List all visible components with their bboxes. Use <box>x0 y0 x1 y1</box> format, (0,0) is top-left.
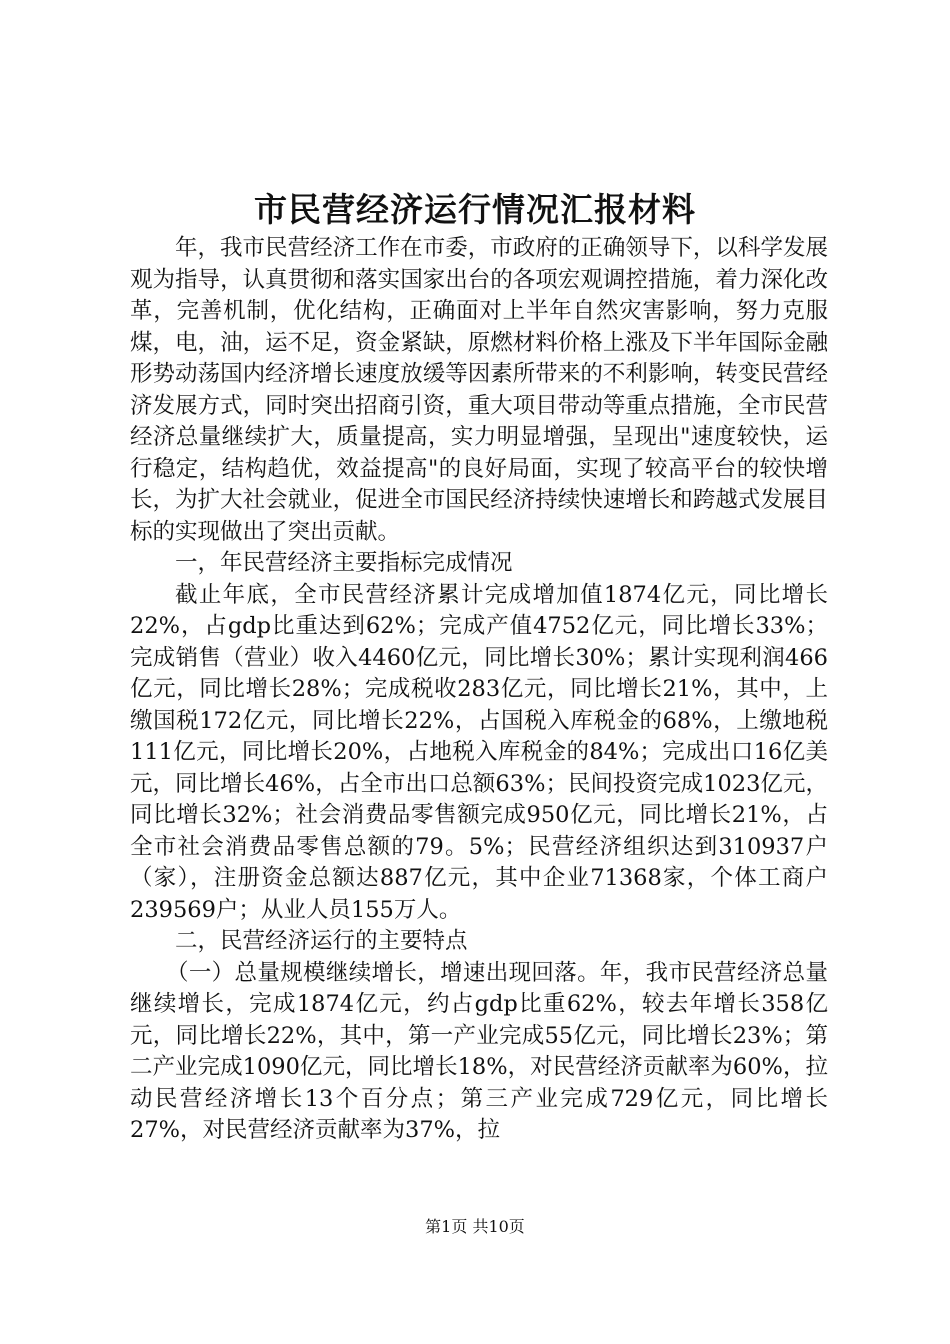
section-heading-features: 二，民营经济运行的主要特点 <box>175 928 468 954</box>
page-footer: 第1页 共10页 <box>425 1217 525 1236</box>
intro-paragraph: 年，我市民营经济工作在市委，市政府的正确领导下，以科学发展观为指导，认真贯彻和落实国家出台的各项宏观调控措施，着力深化改革，完善机制，优化结构，正确面对上半年自然灾害影响，努力克服煤，电，油，运不足，资金紧缺，原燃材料价格上涨及下半年国际金融形势动荡国内经济增长速度放缓等因素所带来的不利影响，转变民营经济发展方式，同时突出招商引资，重大项目带动等重点措施，全市民营经济总量继续扩大，质量提高，实力明显增强，呈现出"速度较快，运行稳定，结构趋优，效益提高"的良好局面，实现了较高平台的较快增长，为扩大社会就业，促进全市国民经济持续快速增长和跨越式发展目标的实现做出了突出贡献。 <box>130 235 828 545</box>
document-title: 市民营经济运行情况汇报材料 <box>254 190 696 229</box>
indicators-paragraph: 截止年底，全市民营经济累计完成增加值1874亿元，同比增长22%，占gdp比重达到62%；完成产值4752亿元，同比增长33%；完成销售（营业）收入4460亿元，同比增长30%；累计实现利润466亿元，同比增长28%；完成税收283亿元，同比增长21%，其中，上缴国税172亿元，同比增长22%，占国税入库税金的68%，上缴地税111亿元，同比增长20%，占地税入库税金的84%；完成出口16亿美元，同比增长46%，占全市出口总额63%；民间投资完成1023亿元，同比增长32%；社会消费品零售额完成950亿元，同比增长21%，占全市社会消费品零售总额的79。5%；民营经济组织达到310937户（家），注册资金总额达887亿元，其中企业71368家，个体工商户239569户；从业人员155万人。 <box>130 581 828 923</box>
section-heading-indicators: 一，年民营经济主要指标完成情况 <box>175 550 513 576</box>
document-body <box>130 233 828 1147</box>
feature-paragraph: （一）总量规模继续增长，增速出现回落。年，我市民营经济总量继续增长，完成1874亿元，约占gdp比重62%，较去年增长358亿元，同比增长22%，其中，第一产业完成55亿元，同比增长23%；第二产业完成1090亿元，同比增长18%，对民营经济贡献率为60%，拉动民营经济增长13个百分点；第三产业完成729亿元，同比增长27%，对民营经济贡献率为37%，拉 <box>130 959 828 1143</box>
